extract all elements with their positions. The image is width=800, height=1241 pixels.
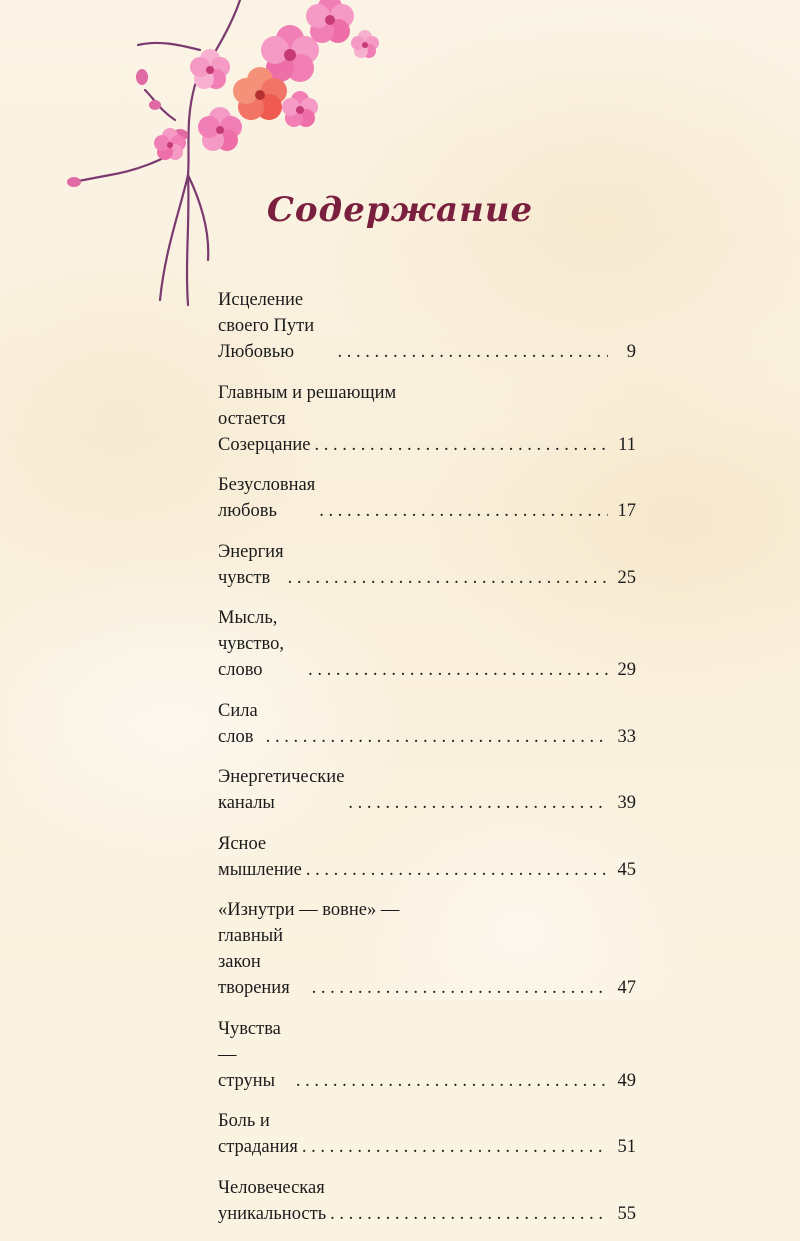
dot-leader <box>312 975 608 1001</box>
toc-entry[interactable] <box>218 1108 636 1160</box>
toc-entry-title-line: остается Созерцание <box>218 408 311 455</box>
toc-page-number: 51 <box>617 1137 636 1157</box>
dot-leader <box>348 790 608 816</box>
toc-entry[interactable] <box>218 539 636 591</box>
toc-entry[interactable] <box>218 1016 636 1094</box>
toc-entry-title-line: Энергия чувств <box>218 541 284 588</box>
toc-page-number: 25 <box>617 567 636 588</box>
toc-entry[interactable] <box>218 380 636 458</box>
toc-entry[interactable] <box>218 605 636 683</box>
toc-entry-title-line: Энергетические каналы <box>218 767 345 813</box>
toc-entry-title-line: Ясное мышление <box>218 833 302 880</box>
toc-page-number: 29 <box>617 660 636 680</box>
dot-leader <box>288 565 608 591</box>
dot-leader <box>314 432 608 458</box>
page-title: Содержание <box>266 190 534 230</box>
toc-page-number: 39 <box>617 793 636 813</box>
toc-entry-title-line: «Изнутри — вовне» — <box>218 900 400 920</box>
toc-entry-title-line: Мысль, чувство, слово <box>218 608 284 680</box>
cherry-blossom-branch-icon <box>60 0 380 310</box>
toc-entry-title-line: Чувства — струны <box>218 1018 281 1091</box>
toc-entry-title-line: Человеческая <box>218 1177 325 1198</box>
toc-entry[interactable] <box>218 897 636 1001</box>
toc-page-number: 9 <box>626 342 636 362</box>
dot-leader <box>308 657 608 683</box>
toc-entry[interactable] <box>218 764 636 816</box>
toc-entry[interactable] <box>218 1175 636 1227</box>
dot-leader <box>296 1068 608 1094</box>
toc-entry[interactable] <box>218 831 636 883</box>
dot-leader <box>319 498 608 524</box>
table-of-contents <box>218 287 636 1241</box>
dot-leader <box>306 857 608 883</box>
toc-entry[interactable] <box>218 698 636 750</box>
toc-page-number: 49 <box>617 1070 636 1091</box>
toc-entry[interactable] <box>218 472 636 524</box>
toc-entry-title-line: Главным и решающим <box>218 382 397 403</box>
toc-page-number: 11 <box>618 434 636 455</box>
dot-leader <box>302 1134 608 1160</box>
toc-page-number: 33 <box>617 726 636 747</box>
toc-entry-title-line: Сила слов <box>218 700 258 747</box>
toc-page-number: 45 <box>617 859 636 880</box>
toc-entry-title-line: Боль и страдания <box>218 1111 298 1157</box>
dot-leader <box>330 1201 608 1227</box>
toc-entry-title-line: Исцеление своего Пути Любовью <box>218 290 315 362</box>
toc-page-number: 17 <box>617 501 636 521</box>
toc-entry[interactable] <box>218 287 636 365</box>
toc-page-number: 55 <box>617 1203 636 1224</box>
toc-entry-title-line: главный закон творения <box>218 926 290 998</box>
toc-entry-title-line: Безусловная любовь <box>218 475 316 521</box>
toc-page-number: 47 <box>617 978 636 998</box>
dot-leader <box>266 724 608 750</box>
dot-leader <box>337 339 608 365</box>
toc-entry-title-line: уникальность <box>218 1203 327 1224</box>
